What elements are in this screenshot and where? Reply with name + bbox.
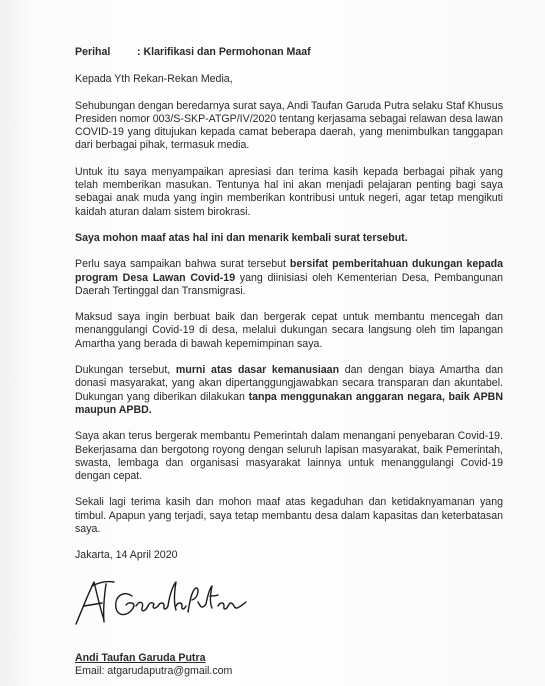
p4-text-a: Perlu saya sampaikan bahwa surat tersebut — [75, 258, 290, 271]
date-line: Jakarta, 14 April 2020 — [75, 549, 178, 562]
paragraph-1: Sehubungan dengan beredarnya surat saya, Andi Taufan Garuda Putra selaku Staf Khusus Presiden nomor 003/S-SKP-ATGP/IV/2020 tentang kerjasama sebagai relawan desa lawan COVID-19 yang ditujukan kepada camat beberapa daerah, yang menimbulkan tanggapan dari berbagai pihak, termasuk media. — [75, 99, 503, 152]
paragraph-4 — [75, 258, 503, 298]
p6-bold-humanitarian: murni atas dasar kemanusiaan — [175, 364, 340, 377]
subject-text: : Klarifikasi dan Permohonan Maaf — [137, 46, 311, 58]
paragraph-6 — [75, 364, 503, 417]
paragraph-2: Untuk itu saya menyampaikan apresiasi dan terima kasih kepada berbagai pihak yang telah memberikan masukan. Tentunya hal ini akan menjadi pelajaran penting bagi saya sebagai anak muda yang ingin memberikan kontribusi untuk negeri, agar tetap mengikuti kaidah aturan dalam sistem birokrasi. — [75, 165, 503, 218]
p6-text-a: Dukungan tersebut, — [75, 364, 176, 377]
paragraph-7: Saya akan terus bergerak membantu Pemerintah dalam menangani penyebaran Covid-19. Bekerjasama dan bergotong royong dengan seluruh lapisan masyarakat, baik Pemerintah, swasta, lembaga dan organisasi masyarakat lainnya untuk menanggulangi Covid-19 dengan cepat. — [75, 430, 503, 483]
p6-text-c: dan dengan biaya Amartha dan donasi masyarakat, yang akan dipertanggungjawabkan secara transparan dan akuntabel. Dukungan yang diberikan dilakukan — [75, 364, 504, 403]
subject-label: Perihal — [75, 46, 111, 58]
paragraph-5: Maksud saya ingin berbuat baik dan bergerak cepat untuk membantu mencegah dan menanggulangi Covid-19 di desa, melalui dukungan secara langsung oleh tim lapangan Amartha yang berada di bawah kepemimpinan saya. — [75, 311, 503, 350]
paragraph-8: Sekali lagi terima kasih dan mohon maaf atas kegaduhan dan ketidaknyamanan yang timbul. Apapun yang terjadi, saya tetap membantu desa dalam kapasitas dan keterbatasan saya. — [75, 496, 503, 536]
subject-line — [75, 46, 503, 59]
signer-email: Email: atgarudaputra@gmail.com — [75, 665, 233, 677]
letter-body — [75, 46, 503, 563]
p4-bold: bersifat pemberitahuan dukungan kepada program Desa Lawan Covid-19 — [75, 258, 504, 284]
apology-statement: Saya mohon maaf atas hal ini dan menarik kembali surat tersebut. — [75, 231, 408, 244]
signer-name: Andi Taufan Garuda Putra — [75, 652, 206, 664]
greeting: Kepada Yth Rekan-Rekan Media, — [75, 73, 233, 86]
p4-text-c: yang diinisiasi oleh Kementerian Desa, Pembangunan Daerah Tertinggal dan Transmigrasi. — [75, 271, 503, 297]
paragraph-apology — [75, 232, 503, 245]
handwritten-signature — [70, 572, 250, 632]
p6-bold-budget: tanpa menggunakan anggaran negara, baik APBN maupun APBD. — [75, 390, 503, 416]
